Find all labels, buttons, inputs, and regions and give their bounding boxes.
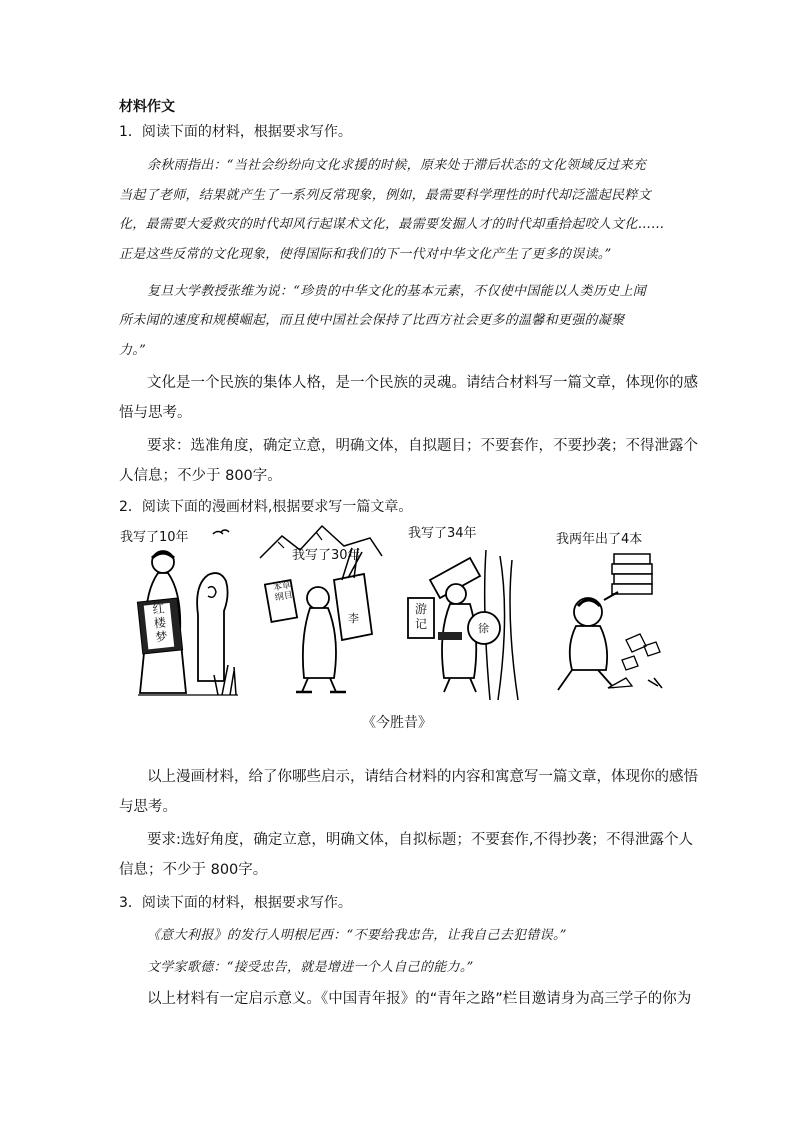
q3-heading: 3．阅读下面的材料，根据要求写作。 (119, 895, 352, 911)
comic-book-title: 红楼梦 (151, 601, 169, 645)
comic-panel-2 (250, 520, 390, 705)
section-title: 材料作文 (119, 99, 175, 115)
q1-prompt-line: 悟与思考。 (119, 405, 192, 421)
comic-panel-caption: 我写了10年 (120, 530, 189, 545)
comic-panel-caption: 我两年出了4本 (556, 532, 643, 547)
comic-book-title: 游记 (414, 602, 427, 631)
modern-author-with-books-illustration (548, 520, 683, 705)
comic-title: 《今胜昔》 (362, 715, 432, 731)
q3-quote-line: 《意大利报》的发行人明根尼西：“不要给我忠告，让我自己去犯错误。” (147, 928, 567, 943)
q1-quote2-line: 复旦大学教授张维为说：“珍贵的中华文化的基本元素，不仅使中国能以人类历史上闻 (147, 284, 647, 299)
comic-book-title: 本草纲目 (272, 580, 294, 604)
q1-quote1-line: 当起了老师，结果就产生了一系列反常现象，例如，最需要科学理性的时代却泛滥起民粹文 (119, 188, 652, 203)
q1-quote1-line: 余秋雨指出：“当社会纷纷向文化求援的时候，原来处于滞后状态的文化领域反过来充 (147, 158, 647, 173)
q1-quote2-line: 力。” (119, 343, 147, 358)
q2-requirement-line: 信息；不少于 800字。 (119, 862, 268, 878)
comic-panel-caption: 我写了30年 (292, 548, 361, 563)
comic-panel-caption: 我写了34年 (408, 526, 477, 541)
q1-quote1-line: 正是这些反常的文化现象，使得国际和我们的下一代对中华文化产生了更多的误读。” (119, 247, 612, 262)
scholar-with-book-illustration (118, 520, 248, 705)
comic-basket-label: 李 (348, 612, 359, 625)
q2-prompt-line: 与思考。 (119, 799, 177, 815)
q2-requirement-line: 要求:选好角度，确定立意，明确文体，自拟标题；不要套作,不得抄袭；不得泄露个人 (147, 832, 693, 848)
q3-prompt-line: 以上材料有一定启示意义。《中国青年报》的“青年之路”栏目邀请身为高三学子的你为 (147, 991, 692, 1007)
comic-pack-label: 徐 (478, 622, 489, 635)
q2-prompt-line: 以上漫画材料，给了你哪些启示，请结合材料的内容和寓意写一篇文章，体现你的感悟 (147, 769, 698, 785)
q1-prompt-line: 文化是一个民族的集体人格，是一个民族的灵魂。请结合材料写一篇文章，体现你的感 (147, 375, 698, 391)
q1-quote1-line: 化，最需要大爱救灾的时代却风行起谋术文化，最需要发掘人才的时代却重拾起咬人文化…… (119, 217, 665, 232)
q1-requirement-line: 要求：选准角度，确定立意，明确文体，自拟题目；不要套作，不要抄袭；不得泄露个 (147, 438, 698, 454)
q1-quote2-line: 所未闻的速度和规模崛起，而且使中国社会保持了比西方社会更多的温馨和更强的凝聚 (119, 313, 625, 328)
comic-panel-4 (548, 520, 683, 705)
comic-panel-1 (118, 520, 248, 705)
q2-heading: 2．阅读下面的漫画材料,根据要求写一篇文章。 (119, 499, 413, 515)
q3-quote-line: 文学家歌德：“接受忠告，就是增进一个人自己的能力。” (147, 960, 474, 975)
q1-requirement-line: 人信息；不少于 800字。 (119, 468, 282, 484)
comic-panel-3 (400, 520, 530, 705)
q1-heading: 1．阅读下面的材料，根据要求写作。 (119, 124, 352, 140)
